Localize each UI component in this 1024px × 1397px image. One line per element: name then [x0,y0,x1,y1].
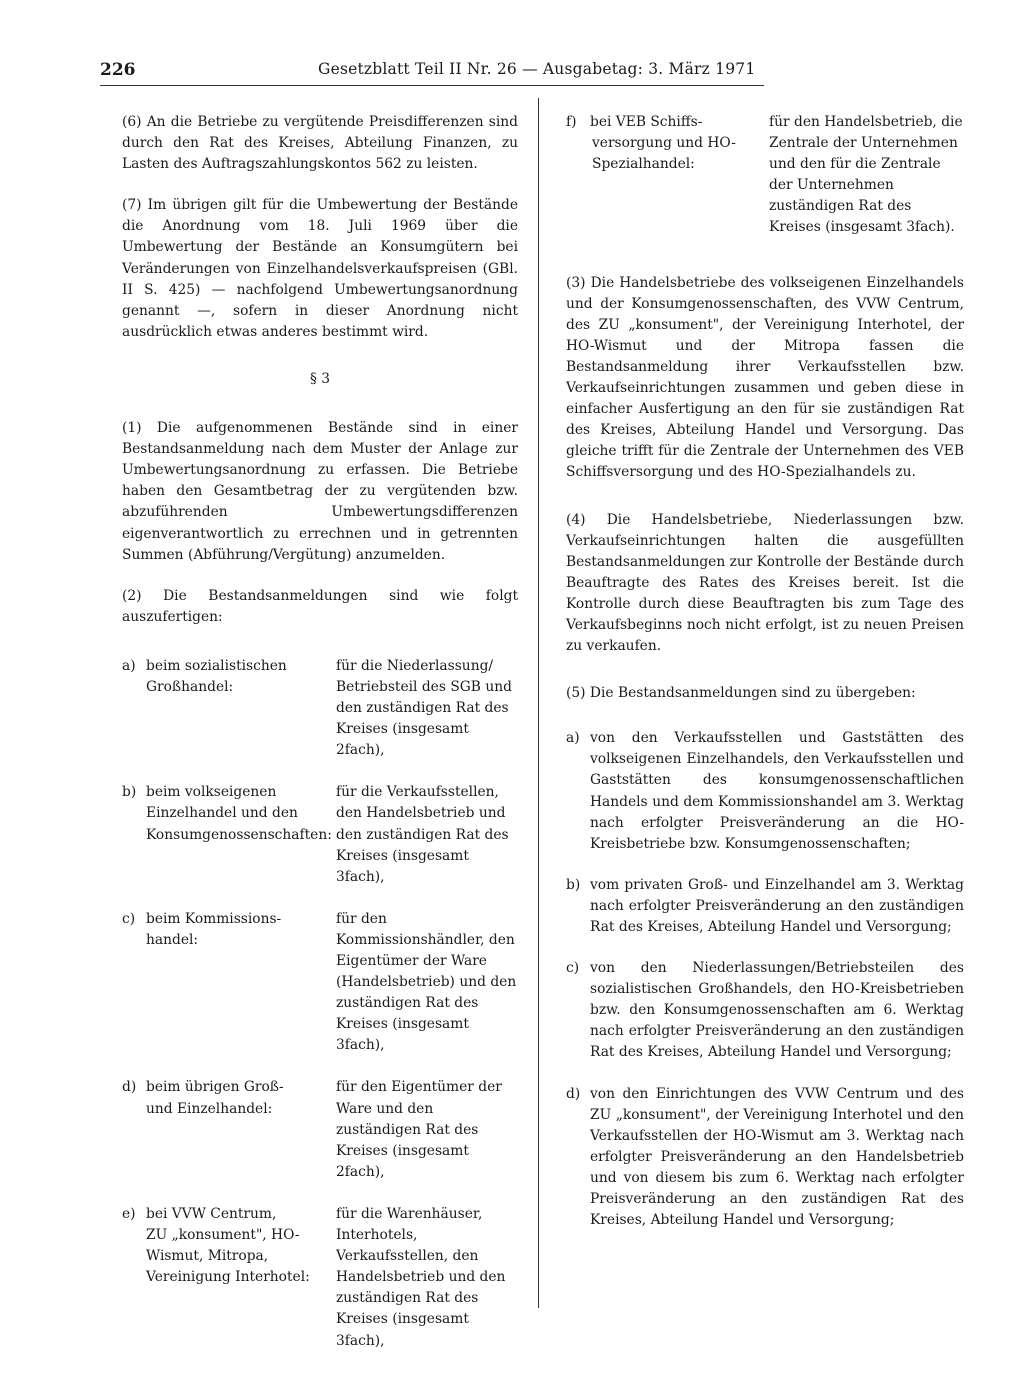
list-item [122,782,518,887]
list-marker: f) [566,114,577,130]
list-item [122,656,518,761]
list-marker: b) [566,876,581,893]
list-item-target: für den Kommissionshändler, den Eigentümer der Ware (Handelsbetrieb) und den zuständigen Rat des Kreises (insgesamt 3fach), [336,910,517,1054]
list-marker: c) [122,910,136,927]
list-item-target: für die Warenhäuser, Interhotels, Verkaufsstellen, den Handelsbetrieb und den zuständigen Rat des Kreises (insgesamt 3fach), [336,1205,506,1349]
list-item [122,909,518,1057]
section3-paragraph-2: (2) Die Bestandsanmeldungen sind wie folgt auszufertigen: [122,587,518,625]
list-item-target: für die Niederlassung/ Betriebsteil des SGB und den zuständigen Rat des Kreises (insgesamt 2fach), [336,657,512,759]
right-column [566,112,964,1251]
list-marker: d) [122,1079,137,1096]
list-item-label: e) bei VVW Centrum, ZU „konsument", HO-Wismut, Mitropa, Vereinigung Interhotel: [122,1205,310,1286]
page-header [0,60,1024,86]
list-item-label: a) beim sozialistischen Großhandel: [122,657,287,695]
running-title: Gesetzblatt Teil II Nr. 26 — Ausgabetag: 3. März 1971 [318,60,756,78]
header-rule [100,85,764,86]
list-item [566,728,964,855]
list-item [122,1204,518,1352]
list-item [566,112,964,239]
list-item-label: d) beim übrigen Groß- und Einzelhandel: [122,1079,284,1117]
column-divider [538,98,539,1308]
paragraph-5: (5) Die Bestandsanmeldungen sind zu übergeben: [566,685,916,702]
list-item-text: von den Einrichtungen des VVW Centrum und des ZU „konsument", der Vereinigung Interhotel und den Verkaufsstellen der HO-Wismut am 3. Werktag nach erfolgter Preisveränderung an den Handelsbetrieb und von diesem bis zum 6. Werktag nach erfolgter Preisveränderung an den zuständigen Rat des Kreises, Abteilung Handel und Versorgung; [590,1085,964,1229]
list-item-text: von den Niederlassungen/Betriebsteilen des sozialistischen Großhandels, den HO-Kreisbetrieben bzw. den Konsumgenossenschaften am 6. Werktag nach erfolgter Preisveränderung an den zuständigen Rat des Kreises, Abteilung Handel und Versorgung; [590,960,964,1061]
list-marker: c) [566,960,580,977]
list-item-target: für den Eigentümer der Ware und den zuständigen Rat des Kreises (insgesamt 2fach), [336,1079,502,1180]
list-item-target: für den Handelsbetrieb, die Zentrale der Unternehmen und den für die Zentrale der Unternehmen zuständigen Rat des Kreises (insgesamt 3fach). [769,114,963,236]
section3-paragraph-1: (1) Die aufgenommenen Bestände sind in einer Bestandsanmeldung nach dem Muster der Anlage zur Umbewertungsanordnung zu erfassen. Die Betriebe haben den Gesamtbetrag der zu vergütenden bzw. abzuführenden Umbewertungsdifferenzen eigenverantwortlich zu errechnen und in getrennten Summen (Abführung/Vergütung) anzumelden. [122,420,518,563]
left-column [122,112,518,1373]
list-marker: a) [122,657,136,674]
list-marker: e) [122,1205,136,1222]
paragraph-6: (6) An die Betriebe zu vergütende Preisdifferenzen sind durch den Rat des Kreises, Abteilung Finanzen, zu Lasten des Auftragszahlungskontos 562 zu leisten. [122,114,518,173]
section-heading: § 3 [309,370,331,387]
list-item [566,1084,964,1232]
list-marker: d) [566,1085,581,1102]
paragraph-7: (7) Im übrigen gilt für die Umbewertung der Bestände die Anordnung vom 18. Juli 1969 über die Umbewertung der Bestände an Konsumgütern bei Veränderungen von Einzelhandelsverkaufspreisen (GBl. II S. 425) — nachfolgend Umbewertungsanordnung genannt —, sofern in dieser Anordnung nicht ausdrücklich etwas anderes bestimmt wird. [122,197,518,340]
list-item-target: für die Verkaufsstellen, den Handelsbetrieb und den zuständigen Rat des Kreises (insgesamt 3fach), [336,784,509,885]
list-item-label: f) bei VEB Schiffs- versorgung und HO-Spezialhandel: [566,114,736,173]
paragraph-3: (3) Die Handelsbetriebe des volkseigenen Einzelhandels und der Konsumgenossenschaften, des VVW Centrum, des ZU „konsument", der Vereinigung Interhotel, der HO-Wismut und der Mitropa fassen die Bestandsanmeldung ihrer Verkaufsstellen bzw. Verkaufseinrichtungen zusammen und geben diese in einfacher Ausfertigung an den für sie zuständigen Rat des Kreises, Abteilung Handel und Versorgung. Das gleiche trifft für die Zentrale der Unternehmen des VEB Schiffsversorgung und des HO-Spezialhandels zu. [566,274,964,481]
list-item-label: c) beim Kommissions- handel: [122,910,282,948]
list-marker: b) [122,784,137,801]
paragraph-4: (4) Die Handelsbetriebe, Niederlassungen bzw. Verkaufseinrichtungen halten die ausgefüllten Bestandsanmeldungen zur Kontrolle der Bestände durch Beauftragte des Rates des Kreises bereit. Ist die Kontrolle durch diese Beauftragten bis zum Tage des Verkaufsbeginns noch nicht erfolgt, ist zu neuen Preisen zu verkaufen. [566,511,965,655]
list-item [566,875,964,938]
list-item [122,1077,518,1182]
page-number: 226 [100,60,136,80]
list-item-label: b) beim volkseigenen Einzelhandel und den Konsumgenossenschaften: [122,784,332,843]
list-item [566,958,964,1063]
list-marker: a) [566,730,580,747]
list-item-text: von den Verkaufsstellen und Gaststätten des volkseigenen Einzelhandels, den Verkaufsstellen und Gaststätten des konsumgenossenschaftlichen Handels und dem Kommissionshandel am 3. Werktag nach erfolgter Preisveränderung an die HO-Kreisbetriebe bzw. Konsumgenossenschaften; [590,730,964,852]
list-item-text: vom privaten Groß- und Einzelhandel am 3. Werktag nach erfolgter Preisveränderung an den zuständigen Rat des Kreises, Abteilung Handel und Versorgung; [590,876,964,935]
